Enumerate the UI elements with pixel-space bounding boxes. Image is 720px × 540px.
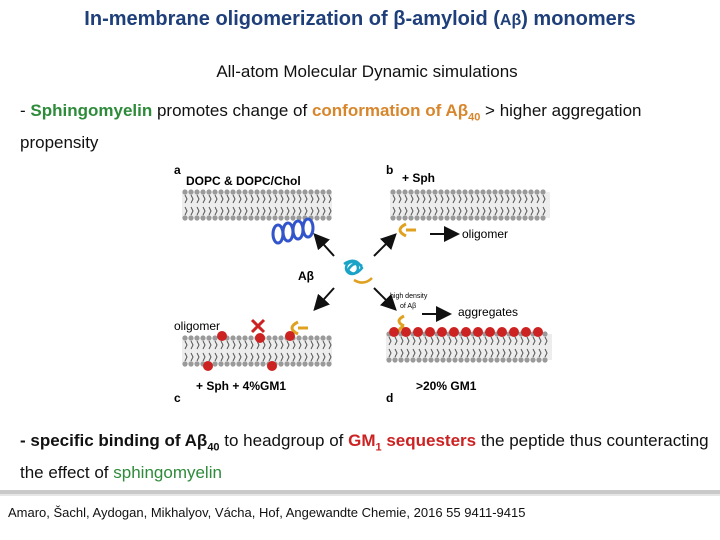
- slide-title: [0, 8, 720, 31]
- center-peptide: [344, 261, 372, 283]
- panel-b-result: oligomer: [462, 227, 509, 241]
- title-beta: β: [393, 8, 406, 30]
- title-abeta: Aβ: [499, 12, 522, 29]
- panel-d-label: >20% GM1: [416, 379, 477, 393]
- bullet2-sphingomyelin: sphingomyelin: [113, 463, 222, 483]
- panel-c-label: + Sph + 4%GM1: [196, 379, 287, 393]
- bullet2-lead: - specific binding of Aβ: [20, 431, 208, 450]
- strand-c: [292, 322, 308, 334]
- title-part-2: -amyloid (: [405, 8, 500, 30]
- bullet1-sub40: 40: [468, 111, 481, 124]
- bullet-gm1-binding: [20, 428, 720, 486]
- helix-a: [273, 219, 313, 243]
- subtitle: All-atom Molecular Dynamic simulations: [216, 62, 518, 81]
- arrow-to-c: [316, 288, 334, 308]
- arrow-to-b: [374, 236, 394, 256]
- center-label: Aβ: [298, 269, 314, 283]
- panel-b-letter: b: [386, 163, 394, 177]
- panel-d-note-line1: high density: [390, 293, 428, 300]
- bullet2-to: to headgroup of: [219, 431, 349, 450]
- panel-d-result: aggregates: [458, 305, 519, 319]
- figure-svg: [168, 158, 553, 410]
- panel-c-left-label: oligomer: [174, 319, 221, 333]
- membrane-b: [390, 189, 550, 220]
- bullet2-gm: GM: [348, 431, 376, 450]
- bullet-conformation: [20, 98, 680, 155]
- title-part-3: ) monomers: [521, 8, 636, 30]
- blocked-cross: [252, 320, 264, 332]
- bullet1-promotes: promotes change of: [152, 101, 312, 120]
- bullet2-rest: the peptide thus counteracting the effect of: [20, 431, 709, 483]
- oligomerization-figure: [168, 158, 553, 410]
- strand-b: [400, 224, 416, 236]
- panel-d-letter: d: [386, 391, 394, 405]
- membrane-a: [182, 189, 332, 220]
- bullet1-rest: > higher aggregation propensity: [20, 101, 642, 153]
- bullet2-gm-sub: 1: [375, 441, 382, 454]
- bullet1-conformation: conformation of Aβ: [311, 101, 469, 120]
- panel-a-label: DOPC & DOPC/Chol: [186, 174, 301, 188]
- arrow-to-a: [316, 236, 334, 256]
- panel-d-note-line2: of Aβ: [400, 303, 417, 310]
- panel-b-label: + Sph: [402, 171, 436, 185]
- title-part-1: In-membrane oligomerization of: [84, 8, 394, 30]
- bullet2-sequesters: sequesters: [381, 431, 477, 450]
- citation: Amaro, Šachl, Aydogan, Mikhalyov, Vácha, Hof, Angewandte Chemie, 2016 55 9411-9415: [8, 505, 526, 520]
- bullet1-dash: -: [20, 101, 31, 120]
- bullet2-sub40: 40: [207, 441, 220, 454]
- footer-divider-shadow: [0, 494, 720, 496]
- bullet1-sphingomyelin: Sphingomyelin: [30, 101, 153, 120]
- panel-a-letter: a: [174, 163, 181, 177]
- panel-c-letter: c: [174, 391, 181, 405]
